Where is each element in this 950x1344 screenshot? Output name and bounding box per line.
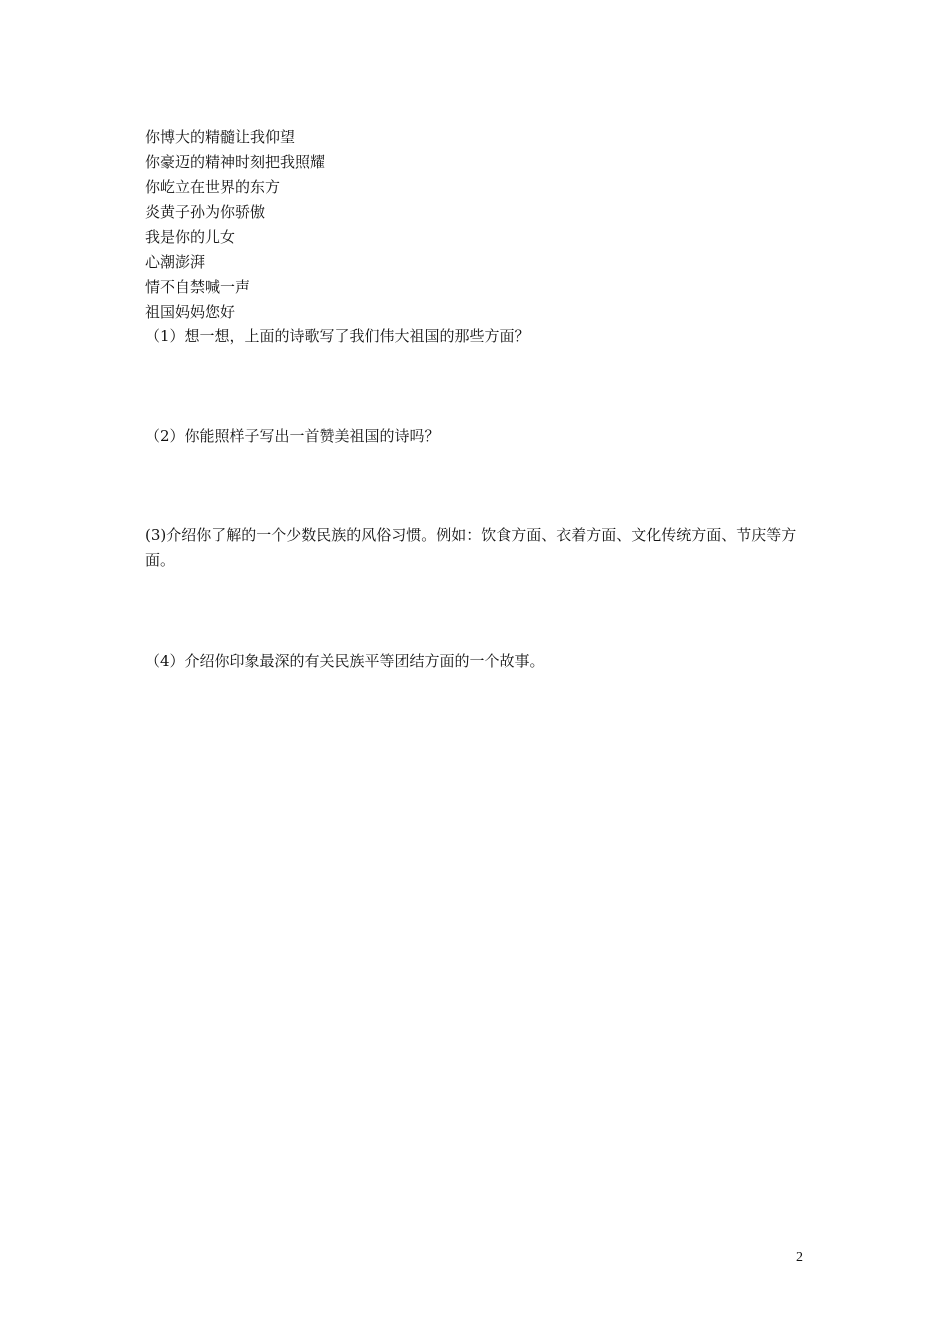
poem-line: 情不自禁喊一声 xyxy=(145,278,251,296)
poem-line: 你博大的精髓让我仰望 xyxy=(145,128,296,146)
poem-line: 你豪迈的精神时刻把我照耀 xyxy=(145,153,326,171)
question-4: （4）介绍你印象最深的有关民族平等团结方面的一个故事。 xyxy=(145,652,545,670)
poem-line: 祖国妈妈您好 xyxy=(145,303,236,321)
poem-line: 你屹立在世界的东方 xyxy=(145,178,281,196)
poem xyxy=(145,125,325,325)
question-3: (3)介绍你了解的一个少数民族的风俗习惯。例如：饮食方面、衣着方面、文化传统方面、节庆等方面。 xyxy=(145,526,797,569)
poem-line: 炎黄子孙为你骄傲 xyxy=(145,203,266,221)
page-number: 2 xyxy=(796,1250,803,1265)
poem-line: 心潮澎湃 xyxy=(145,253,206,271)
question-1: （1）想一想，上面的诗歌写了我们伟大祖国的那些方面？ xyxy=(145,327,530,345)
question-2: （2）你能照样子写出一首赞美祖国的诗吗？ xyxy=(145,427,440,445)
poem-line: 我是你的儿女 xyxy=(145,228,236,246)
